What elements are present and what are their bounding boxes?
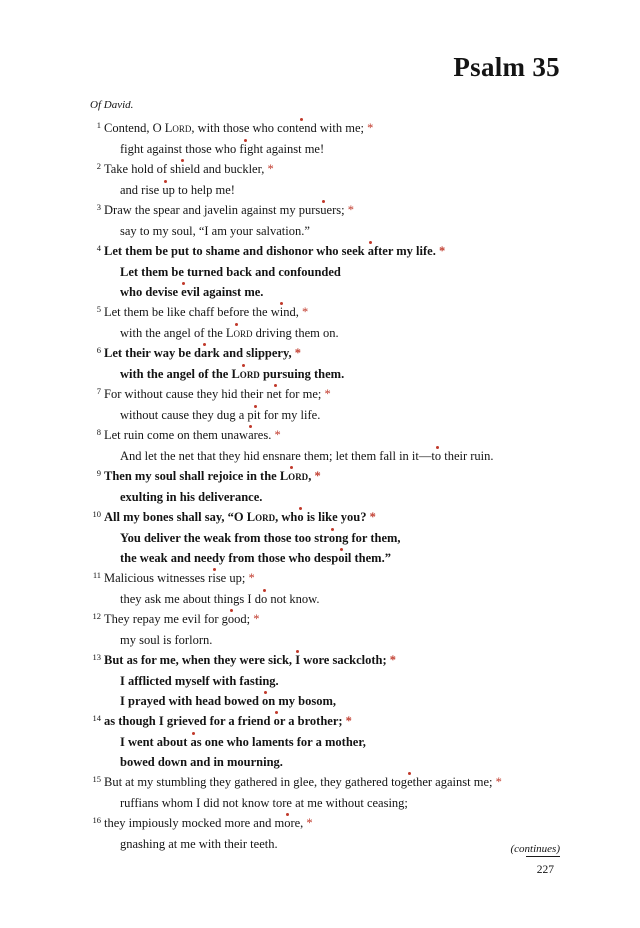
verse-number: 2 — [96, 161, 101, 171]
verse-number: 3 — [96, 202, 101, 212]
verse-line — [90, 813, 560, 834]
verse-text: But at my stumbling they gathered in glee, they gathered together against me; * — [104, 775, 502, 789]
footer-rule — [526, 856, 560, 857]
pointing-dot: e — [407, 775, 413, 789]
verse-text: Let them be like chaff before the wind, * — [104, 305, 309, 319]
pointing-dot: o — [262, 694, 269, 708]
psalm-verse — [90, 507, 560, 568]
verse-line — [90, 650, 560, 671]
verse-text: Then my soul shall rejoice in the Lord, * — [104, 469, 321, 483]
verse-line — [90, 343, 560, 364]
pointing-dot: i — [212, 571, 216, 585]
verse-text: Take hold of shield and buckler, * — [104, 162, 274, 176]
psalm-verse — [90, 425, 560, 466]
verse-line — [90, 446, 560, 466]
pointing-dot: u — [162, 183, 169, 197]
verse-line — [90, 671, 560, 691]
verse-line — [90, 528, 560, 548]
verse-number: 6 — [96, 345, 101, 355]
verse-text: bowed down and in mourning. — [120, 755, 283, 769]
asterisk-mark: * — [389, 653, 396, 667]
verse-number: 13 — [92, 652, 101, 662]
verse-text: gnashing at me with their teeth. — [120, 837, 278, 851]
psalm-verse — [90, 384, 560, 425]
pointing-dot: o — [328, 531, 336, 545]
verse-text: the weak and needy from those who despoil them.” — [120, 551, 391, 565]
verse-line — [90, 221, 560, 241]
verse-text: without cause they dug a pit for my life. — [120, 408, 321, 422]
divine-name-smallcaps: Lord — [246, 510, 276, 524]
verse-line — [90, 282, 560, 302]
verse-text: they impiously mocked more and more, * — [104, 816, 313, 830]
verse-line — [90, 159, 560, 180]
verse-line — [90, 487, 560, 507]
verse-text: exulting in his deliverance. — [120, 490, 263, 504]
verse-number: 4 — [96, 243, 101, 253]
pointing-dot: o — [284, 816, 291, 830]
verse-text: fight against those who fight against me! — [120, 142, 325, 156]
verse-line — [90, 589, 560, 609]
pointing-dot: o — [434, 449, 442, 463]
verse-line — [90, 241, 560, 262]
verse-text: And let the net that they hid ensnare them; let them fall in it—to their ruin. — [120, 449, 494, 463]
asterisk-mark: * — [438, 244, 446, 258]
divine-name-smallcaps: Lord — [225, 326, 253, 340]
verse-line — [90, 323, 560, 343]
psalm-verse — [90, 772, 560, 813]
verse-number: 8 — [96, 427, 101, 437]
pointing-dot: i — [181, 162, 185, 176]
verse-number: 11 — [92, 570, 101, 580]
pointing-dot: i — [279, 305, 284, 319]
verse-line — [90, 262, 560, 282]
psalm-verse — [90, 568, 560, 609]
verse-number: 9 — [96, 468, 101, 478]
verse-text: with the angel of the Lord driving them on. — [120, 326, 339, 340]
psalm-verse — [90, 302, 560, 343]
verse-text: But as for me, when they were sick, I wore sackcloth; * — [104, 653, 396, 667]
psalm-verse — [90, 343, 560, 384]
verse-line — [90, 772, 560, 793]
asterisk-mark: * — [347, 203, 354, 217]
pointing-dot: a — [201, 346, 208, 360]
verse-line — [90, 507, 560, 528]
pointing-dot: e — [298, 121, 305, 135]
verse-line — [90, 793, 560, 813]
verse-text: Let them be turned back and confounded — [120, 265, 341, 279]
verse-number: 5 — [96, 304, 101, 314]
verse-line — [90, 609, 560, 630]
verse-text: I afflicted myself with fasting. — [120, 674, 279, 688]
verse-line — [90, 466, 560, 487]
psalm-title: Psalm 35 — [453, 52, 560, 82]
verse-number: 10 — [92, 509, 101, 519]
asterisk-mark: * — [306, 816, 313, 830]
pointing-dot: o — [288, 469, 296, 483]
psalm-verse — [90, 466, 560, 507]
verse-text: They repay me evil for good; * — [104, 612, 260, 626]
verse-text: Let ruin come on them unawares. * — [104, 428, 281, 442]
pointing-dot: o — [227, 612, 235, 626]
verse-line — [90, 384, 560, 405]
pointing-dot: o — [260, 592, 268, 606]
verse-line — [90, 568, 560, 589]
psalm-verse — [90, 711, 560, 772]
pointing-dot: o — [338, 551, 345, 565]
pointing-dot: o — [233, 326, 241, 340]
page-number: 227 — [536, 864, 554, 876]
verse-text: Let their way be dark and slippery, * — [104, 346, 302, 360]
verse-text: with the angel of the Lord pursuing them. — [120, 367, 345, 381]
pointing-dot: e — [272, 387, 279, 401]
verse-line — [90, 139, 560, 159]
asterisk-mark: * — [301, 305, 309, 319]
pointing-dot: i — [253, 408, 258, 422]
verse-line — [90, 548, 560, 568]
pointing-dot: o — [273, 714, 280, 728]
verse-text: ruffians whom I did not know tore at me without ceasing; — [120, 796, 408, 810]
page-footer — [526, 856, 560, 876]
asterisk-mark: * — [294, 346, 302, 360]
verse-line — [90, 405, 560, 425]
psalm-verse — [90, 813, 560, 854]
asterisk-mark: * — [367, 121, 374, 135]
pointing-dot: u — [320, 203, 327, 217]
verse-number: 15 — [92, 774, 101, 784]
asterisk-mark: * — [274, 428, 281, 442]
psalm-verse — [90, 159, 560, 200]
verse-text: say to my soul, “I am your salvation.” — [120, 224, 310, 238]
verse-line — [90, 732, 560, 752]
asterisk-mark: * — [324, 387, 331, 401]
psalm-verse — [90, 200, 560, 241]
psalm-verse — [90, 118, 560, 159]
verse-line — [90, 711, 560, 732]
pointing-dot: I — [295, 653, 301, 667]
asterisk-mark: * — [345, 714, 352, 728]
verse-line — [90, 752, 560, 772]
psalm-verse — [90, 241, 560, 302]
page-content — [90, 0, 560, 854]
verse-text: For without cause they hid their net for me; * — [104, 387, 331, 401]
pointing-dot: e — [181, 285, 187, 299]
verse-number: 12 — [92, 611, 101, 621]
pointing-dot: o — [297, 510, 304, 524]
asterisk-mark: * — [314, 469, 321, 483]
divine-name-smallcaps: Lord — [231, 367, 260, 381]
pointing-dot: i — [243, 142, 248, 156]
verse-line — [90, 425, 560, 446]
verse-line — [90, 691, 560, 711]
asterisk-mark: * — [253, 612, 260, 626]
asterisk-mark: * — [248, 571, 255, 585]
verse-text: Draw the spear and javelin against my pursuers; * — [104, 203, 354, 217]
verse-text: I prayed with head bowed on my bosom, — [120, 694, 337, 708]
psalm-attribution: Of David. — [90, 99, 134, 111]
verse-text: Malicious witnesses rise up; * — [104, 571, 255, 585]
verse-number: 1 — [96, 120, 101, 130]
verse-line — [90, 630, 560, 650]
verse-text: who devise evil against me. — [120, 285, 264, 299]
verse-text: All my bones shall say, “O Lord, who is like you? * — [104, 510, 376, 524]
verse-number: 16 — [92, 815, 101, 825]
verse-text: my soul is forlorn. — [120, 633, 213, 647]
verse-line — [90, 180, 560, 200]
divine-name-smallcaps: Lord — [164, 121, 192, 135]
asterisk-mark: * — [369, 510, 376, 524]
verse-number: 7 — [96, 386, 101, 396]
verse-text: as though I grieved for a friend or a brother; * — [104, 714, 352, 728]
psalm-verse — [90, 650, 560, 711]
pointing-dot: a — [367, 244, 374, 258]
verse-line — [90, 834, 560, 854]
verse-text: You deliver the weak from those too strong for them, — [120, 531, 401, 545]
divine-name-smallcaps: Lord — [279, 469, 309, 483]
verse-text: and rise up to help me! — [120, 183, 235, 197]
pointing-dot: a — [190, 735, 197, 749]
asterisk-mark: * — [267, 162, 274, 176]
verse-text: they ask me about things I do not know. — [120, 592, 320, 606]
psalm-verse — [90, 609, 560, 650]
verse-text: Let them be put to shame and dishonor who seek after my life. * — [104, 244, 446, 258]
pointing-dot: o — [239, 367, 247, 381]
verse-text: Contend, O Lord, with those who contend with me; * — [104, 121, 374, 135]
verse-text: I went about as one who laments for a mother, — [120, 735, 366, 749]
pointing-dot: a — [248, 428, 254, 442]
verse-line — [90, 302, 560, 323]
verse-line — [90, 118, 560, 139]
psalm-verses — [90, 118, 560, 854]
asterisk-mark: * — [495, 775, 502, 789]
continues-note: (continues) — [510, 843, 560, 855]
verse-number: 14 — [92, 713, 101, 723]
verse-line — [90, 200, 560, 221]
verse-line — [90, 364, 560, 384]
